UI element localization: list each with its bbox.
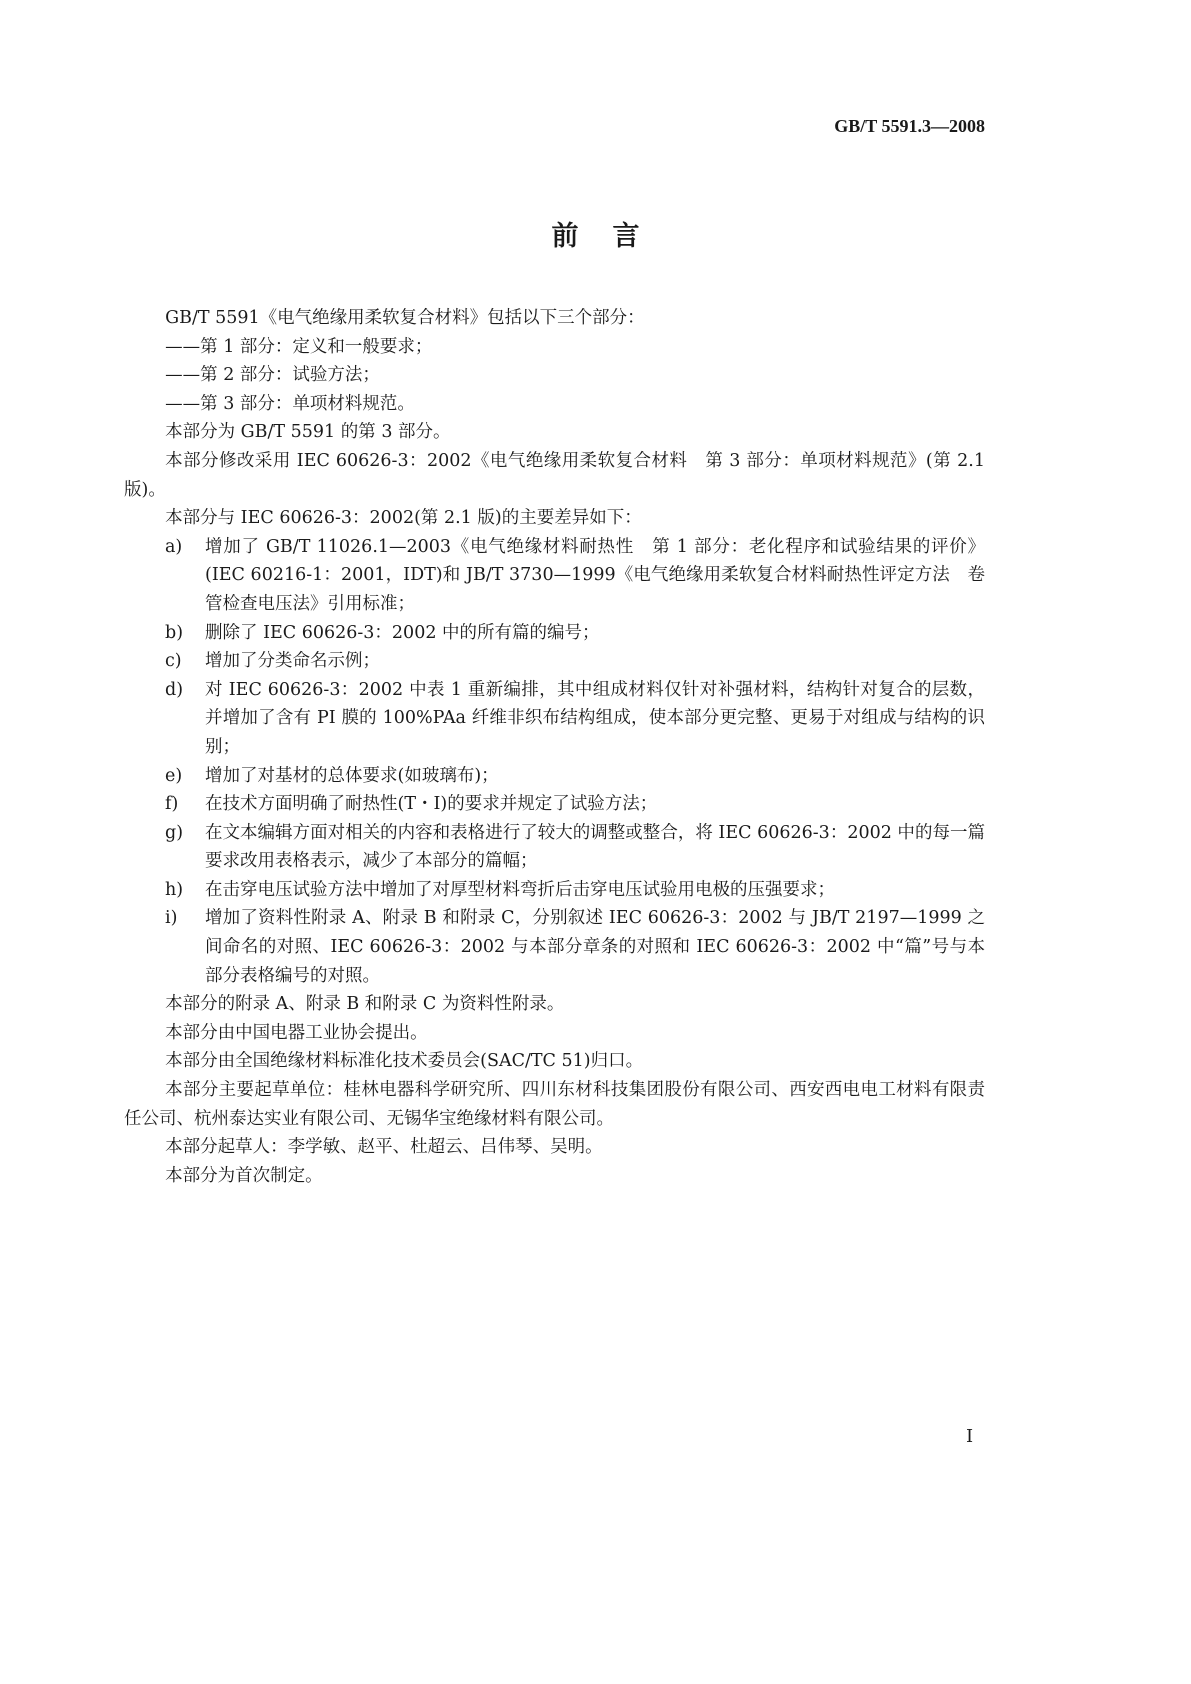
difference-item: [165, 619, 985, 648]
part-list-item: ——第 2 部分：试验方法；: [165, 365, 380, 386]
difference-item: [165, 762, 985, 791]
paragraph: 本部分为首次制定。: [165, 1165, 323, 1186]
item-label: d): [165, 679, 184, 700]
difference-item: [165, 647, 985, 676]
item-label: g): [165, 822, 184, 843]
paragraph: 本部分与 IEC 60626-3：2002(第 2.1 版)的主要差异如下：: [165, 508, 642, 529]
difference-item: [165, 819, 985, 876]
item-text: 在文本编辑方面对相关的内容和表格进行了较大的调整或整合，将 IEC 60626-3：2002 中的每一篇要求改用表格表示，减少了本部分的篇幅；: [205, 822, 985, 872]
difference-item: [165, 676, 985, 762]
paragraph: 本部分由全国绝缘材料标准化技术委员会(SAC/TC 51)归口。: [165, 1051, 644, 1072]
paragraph: 本部分的附录 A、附录 B 和附录 C 为资料性附录。: [165, 994, 565, 1015]
paragraph: 本部分为 GB/T 5591 的第 3 部分。: [165, 422, 451, 443]
item-label: h): [165, 879, 184, 900]
item-label: e): [165, 765, 183, 786]
standard-number: GB/T 5591.3—2008: [834, 116, 985, 136]
difference-item: [165, 904, 985, 990]
item-text: 增加了对基材的总体要求(如玻璃布)；: [205, 765, 499, 786]
paragraph: 本部分主要起草单位：桂林电器科学研究所、四川东材科技集团股份有限公司、西安西电电工材料有限责任公司、杭州泰达实业有限公司、无锡华宝绝缘材料有限公司。: [124, 1080, 985, 1129]
item-label: f): [165, 794, 179, 815]
difference-item: [165, 533, 985, 619]
part-list-item: ——第 3 部分：单项材料规范。: [165, 393, 415, 414]
difference-item: [165, 876, 985, 905]
item-text: 增加了分类命名示例；: [205, 651, 380, 672]
item-label: c): [165, 651, 182, 672]
item-text: 增加了资料性附录 A、附录 B 和附录 C，分别叙述 IEC 60626-3：2002 与 JB/T 2197—1999 之间命名的对照、IEC 60626-3：2002 与本部分章条的对照和 IEC 60626-3：2002 中“篇”号与本部分表格编号的对照。: [205, 908, 985, 986]
foreword-body: [124, 304, 985, 1190]
item-text: 在击穿电压试验方法中增加了对厚型材料弯折后击穿电压试验用电极的压强要求；: [205, 879, 835, 900]
paragraph: 本部分起草人：李学敏、赵平、杜超云、吕伟琴、吴明。: [165, 1137, 603, 1158]
item-label: i): [165, 908, 178, 929]
item-label: a): [165, 536, 183, 557]
item-text: 增加了 GB/T 11026.1—2003《电气绝缘材料耐热性 第 1 部分：老化程序和试验结果的评价》(IEC 60216-1：2001，IDT)和 JB/T 3730—1999《电气绝缘用柔软复合材料耐热性评定方法 卷管检查电压法》引用标准；: [205, 536, 985, 614]
paragraph: 本部分修改采用 IEC 60626-3：2002《电气绝缘用柔软复合材料 第 3 部分：单项材料规范》(第 2.1 版)。: [124, 450, 985, 500]
item-text: 对 IEC 60626-3：2002 中表 1 重新编排，其中组成材料仅针对补强材料，结构针对复合的层数，并增加了含有 PI 膜的 100%PAa 纤维非织布结构组成，使本部分更完整、更易于对组成与结构的识别；: [205, 679, 985, 757]
part-list-item: ——第 1 部分：定义和一般要求；: [165, 336, 433, 357]
item-label: b): [165, 622, 184, 643]
difference-item: [165, 790, 985, 819]
item-text: 删除了 IEC 60626-3：2002 中的所有篇的编号；: [205, 622, 600, 643]
paragraph: 本部分由中国电器工业协会提出。: [165, 1022, 428, 1043]
paragraph: GB/T 5591《电气绝缘用柔软复合材料》包括以下三个部分：: [165, 308, 645, 328]
page-number: I: [966, 1426, 974, 1447]
page-title: 前言: [551, 221, 674, 252]
item-text: 在技术方面明确了耐热性(T・I)的要求并规定了试验方法；: [205, 794, 658, 815]
